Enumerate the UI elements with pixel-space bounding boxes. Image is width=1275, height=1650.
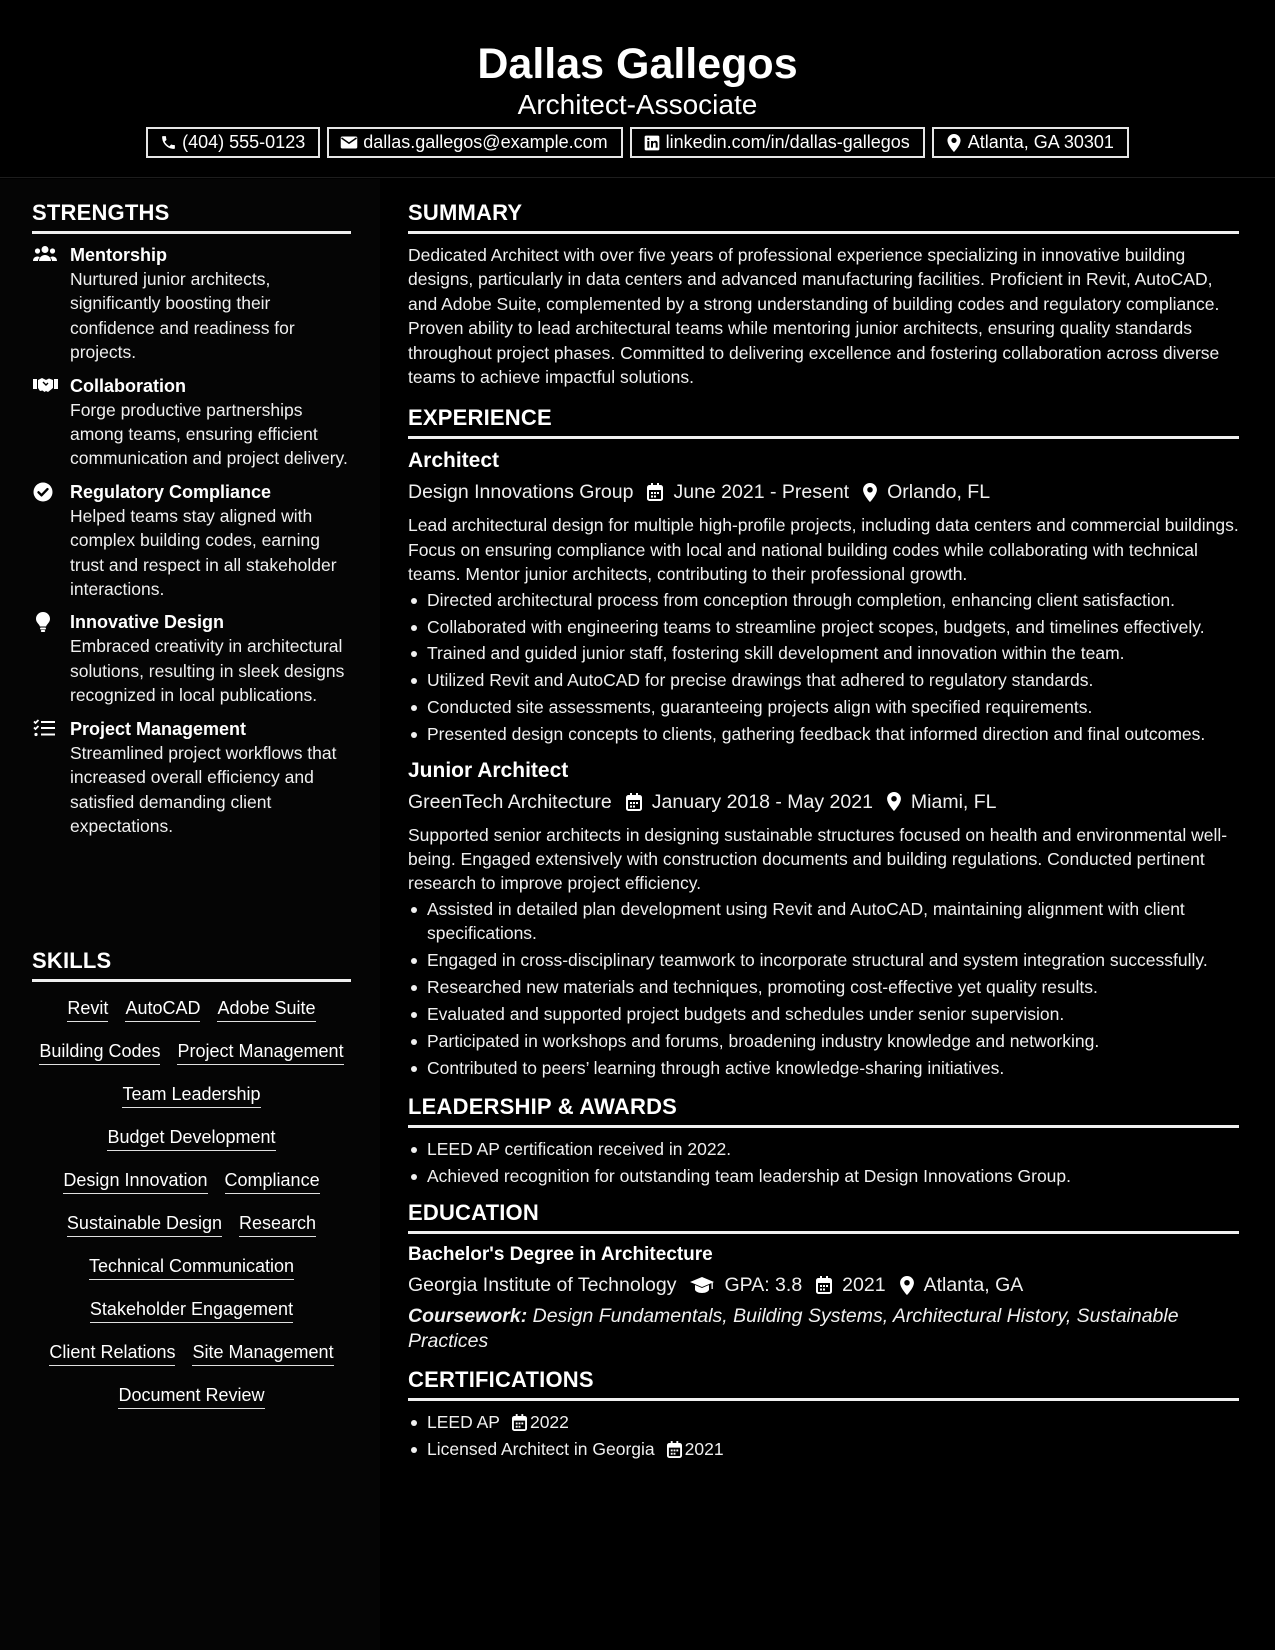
resume-header: [0, 0, 1275, 178]
skill-tag: Client Relations: [49, 1340, 175, 1366]
job-dates: June 2021 - Present: [673, 481, 850, 504]
education-section: [408, 1200, 1239, 1353]
strength-title: Innovative Design: [70, 612, 225, 633]
skill-tag: Building Codes: [39, 1039, 160, 1065]
education-year: 2021: [842, 1274, 886, 1297]
leadership-item: Achieved recognition for outstanding team leadership at Design Innovations Group.: [408, 1164, 1239, 1188]
job-entry: [408, 447, 1239, 746]
contact-phone[interactable]: [146, 127, 320, 158]
coursework-label: Coursework:: [408, 1305, 528, 1328]
certifications-list: [408, 1410, 1239, 1461]
candidate-role: Architect-Associate: [517, 89, 758, 121]
map-pin-icon: [887, 792, 901, 811]
education-gpa: GPA: 3.8: [724, 1274, 803, 1297]
job-bullet: Assisted in detailed plan development using Revit and AutoCAD, maintaining alignment with client specifications.: [408, 897, 1239, 946]
phone-icon: [159, 134, 177, 152]
users-icon: [32, 243, 70, 365]
certification-item: [408, 1410, 1239, 1434]
strength-item: [32, 480, 351, 602]
job-location: Orlando, FL: [887, 481, 991, 504]
linkedin-icon: [643, 134, 661, 152]
strength-item: [32, 374, 351, 471]
job-description: Supported senior architects in designing sustainable structures focused on health and environmental well-being. Engaged extensively with construction documents and building regulations. Conducted pertinent research to improve project efficiency.: [408, 824, 1228, 894]
map-pin-icon: [945, 134, 963, 152]
job-bullet: Evaluated and supported project budgets and schedules under senior supervision.: [408, 1002, 1239, 1026]
skills-heading: SKILLS: [32, 948, 351, 982]
strength-item: [32, 717, 351, 839]
strength-item: [32, 243, 351, 365]
contact-location-text: Atlanta, GA 30301: [967, 132, 1114, 153]
skill-tag: Adobe Suite: [217, 996, 315, 1022]
strength-description: Streamlined project workflows that increased overall efficiency and satisfied demanding client expectations.: [70, 742, 337, 836]
job-bullets: [408, 897, 1239, 1080]
job-description: Lead architectural design for multiple high-profile projects, including data centers and commercial buildings. Focus on ensuring compliance with local and national building codes while collaborating with technical teams. Mentor junior architects, contributing to their professional growth.: [408, 515, 1239, 585]
calendar-icon: [512, 1414, 527, 1431]
certification-name: Licensed Architect in Georgia: [427, 1439, 655, 1460]
job-bullet: Contributed to peers’ learning through active knowledge-sharing initiatives.: [408, 1056, 1239, 1080]
calendar-icon: [816, 1276, 832, 1294]
summary-heading: SUMMARY: [408, 200, 1239, 234]
job-entry: [408, 757, 1239, 1081]
lightbulb-icon: [32, 610, 70, 707]
contact-bar: [0, 127, 1275, 158]
leadership-section: [408, 1094, 1239, 1188]
calendar-icon: [667, 1441, 682, 1458]
skill-tag: Budget Development: [107, 1125, 275, 1151]
skills-list: [32, 996, 351, 1409]
job-bullets: [408, 588, 1239, 747]
contact-phone-text: (404) 555-0123: [182, 132, 306, 153]
job-company: Design Innovations Group: [408, 481, 634, 504]
job-bullet: Conducted site assessments, guaranteeing projects align with specified requirements.: [408, 695, 1239, 719]
certification-item: [408, 1437, 1239, 1461]
summary-text: Dedicated Architect with over five years of professional experience specializing in innovative building designs, particularly in data centers and advanced manufacturing facilities. Proficient in Revit, AutoCAD, and Adobe Suite, complemented by a strong understanding of building codes and regulatory compliance. Proven ability to lead architectural teams while mentoring junior architects, ensuring quality standards throughout project phases. Committed to delivering excellence and fostering collaboration across diverse teams to achieve impactful solutions.: [408, 245, 1220, 388]
sidebar: [0, 179, 380, 1650]
strength-title: Project Management: [70, 718, 247, 739]
contact-linkedin-text: linkedin.com/in/dallas-gallegos: [665, 132, 910, 153]
candidate-name: Dallas Gallegos: [477, 40, 798, 88]
certification-year: 2022: [529, 1412, 569, 1433]
education-school: Georgia Institute of Technology: [408, 1274, 677, 1297]
strength-description: Helped teams stay aligned with complex building codes, earning trust and respect in all stakeholder interactions.: [70, 505, 337, 600]
education-location: Atlanta, GA: [923, 1274, 1024, 1297]
certification-name: LEED AP: [427, 1412, 500, 1433]
strengths-section: [32, 200, 351, 838]
job-bullet: Researched new materials and techniques, promoting cost-effective yet quality results.: [408, 975, 1239, 999]
job-title: Junior Architect: [408, 758, 569, 782]
strength-item: [32, 610, 351, 707]
skill-tag: Document Review: [118, 1383, 264, 1409]
job-company: GreenTech Architecture: [408, 790, 612, 813]
education-degree: Bachelor's Degree in Architecture: [408, 1244, 713, 1266]
strength-title: Regulatory Compliance: [70, 481, 272, 502]
job-dates: January 2018 - May 2021: [651, 790, 873, 813]
skill-tag: Research: [239, 1211, 316, 1237]
strength-description: Forge productive partnerships among teams, ensuring efficient communication and project delivery.: [70, 399, 348, 469]
education-meta: [408, 1270, 1239, 1300]
skill-tag: Team Leadership: [122, 1082, 260, 1108]
skill-tag: Compliance: [225, 1168, 320, 1194]
contact-email[interactable]: [327, 127, 622, 158]
job-bullet: Trained and guided junior staff, fostering skill development and innovation within the team.: [408, 641, 1239, 665]
calendar-icon: [647, 483, 663, 501]
skill-tag: Stakeholder Engagement: [90, 1297, 293, 1323]
certifications-section: [408, 1367, 1239, 1461]
leadership-item: LEED AP certification received in 2022.: [408, 1137, 1239, 1161]
job-title: Architect: [408, 449, 500, 473]
summary-section: [408, 200, 1239, 389]
experience-heading: EXPERIENCE: [408, 405, 1239, 439]
strength-title: Collaboration: [70, 375, 186, 396]
list-check-icon: [32, 717, 70, 839]
job-meta: [408, 787, 1239, 817]
certifications-heading: CERTIFICATIONS: [408, 1367, 1239, 1401]
leadership-list: [408, 1137, 1239, 1188]
job-bullet: Presented design concepts to clients, gathering feedback that informed direction and final outcomes.: [408, 722, 1239, 746]
contact-location[interactable]: [932, 127, 1129, 158]
strength-description: Nurtured junior architects, significantly boosting their confidence and readiness for projects.: [70, 269, 295, 363]
coursework-list: Design Fundamentals, Building Systems, Architectural History, Sustainable Practices: [408, 1305, 1179, 1352]
skill-tag: Site Management: [192, 1340, 333, 1366]
job-bullet: Directed architectural process from conception through completion, enhancing client satisfaction.: [408, 588, 1239, 612]
job-bullet: Engaged in cross-disciplinary teamwork to incorporate structural and system integration successfully.: [408, 948, 1239, 972]
skill-tag: AutoCAD: [125, 996, 200, 1022]
map-pin-icon: [863, 483, 877, 502]
strength-title: Mentorship: [70, 245, 167, 265]
skill-tag: Design Innovation: [63, 1168, 207, 1194]
skill-tag: Revit: [67, 996, 108, 1022]
calendar-icon: [626, 793, 642, 811]
skill-tag: Sustainable Design: [67, 1211, 222, 1237]
job-location: Miami, FL: [910, 790, 997, 813]
skills-section: [32, 948, 351, 1409]
contact-linkedin[interactable]: [630, 127, 925, 158]
handshake-icon: [32, 374, 70, 471]
job-bullet: Utilized Revit and AutoCAD for precise drawings that adhered to regulatory standards.: [408, 668, 1239, 692]
main-column: [380, 179, 1275, 1650]
education-coursework: [408, 1304, 1239, 1353]
skill-tag: Project Management: [177, 1039, 343, 1065]
map-pin-icon: [900, 1276, 914, 1295]
envelope-icon: [340, 134, 358, 152]
certification-year: 2021: [684, 1439, 724, 1460]
graduation-cap-icon: [690, 1277, 714, 1294]
skill-tag: Technical Communication: [89, 1254, 294, 1280]
contact-email-text: dallas.gallegos@example.com: [363, 132, 608, 153]
job-bullet: Collaborated with engineering teams to streamline project scopes, budgets, and timelines effectively.: [408, 615, 1239, 639]
strengths-heading: STRENGTHS: [32, 200, 351, 234]
leadership-heading: LEADERSHIP & AWARDS: [408, 1094, 1239, 1128]
experience-section: [408, 405, 1239, 1080]
job-meta: [408, 477, 1239, 507]
strength-description: Embraced creativity in architectural solutions, resulting in sleek designs recognized in local publications.: [70, 636, 345, 706]
check-circle-icon: [32, 480, 70, 602]
job-bullet: Participated in workshops and forums, broadening industry knowledge and networking.: [408, 1029, 1239, 1053]
education-heading: EDUCATION: [408, 1200, 1239, 1234]
